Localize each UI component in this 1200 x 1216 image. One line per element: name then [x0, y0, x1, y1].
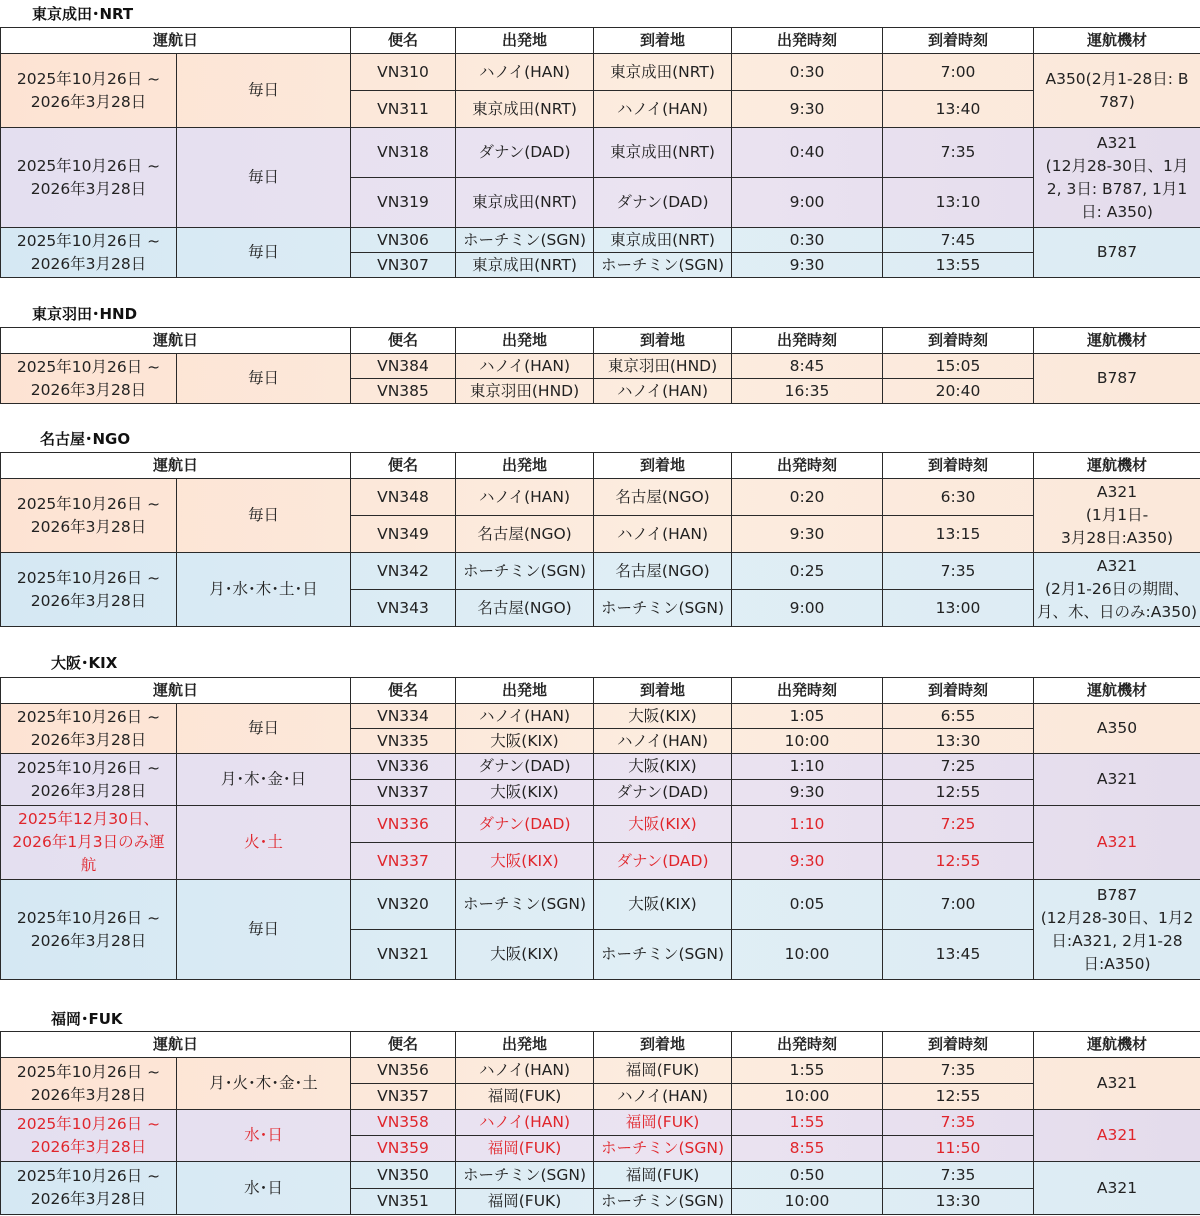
departure-airport: ダナン(DAD) [456, 754, 594, 780]
column-header: 運航機材 [1034, 28, 1200, 54]
column-header: 出発地 [456, 453, 594, 479]
column-header: 到着地 [594, 28, 732, 54]
departure-airport: 東京成田(NRT) [456, 178, 594, 228]
operation-period: 2025年10月26日 ~ 2026年3月28日 [1, 479, 177, 553]
flight-row [1, 128, 1200, 178]
arrival-airport: ダナン(DAD) [594, 780, 732, 806]
operation-period: 2025年12月30日、 2026年1月3日のみ運 航 [1, 806, 177, 880]
departure-time: 0:30 [732, 54, 883, 91]
aircraft-type: A321 [1034, 1162, 1200, 1215]
arrival-time: 7:35 [883, 1110, 1034, 1136]
operation-days: 水･日 [177, 1162, 351, 1215]
flight-number: VN337 [351, 780, 456, 806]
timetable [0, 452, 1200, 627]
aircraft-type: A321 [1034, 1058, 1200, 1110]
arrival-airport: 東京羽田(HND) [594, 354, 732, 379]
arrival-time: 7:35 [883, 1162, 1034, 1189]
departure-time: 10:00 [732, 1189, 883, 1215]
arrival-airport: 福岡(FUK) [594, 1162, 732, 1189]
operation-days: 毎日 [177, 54, 351, 128]
section-title: 福岡･FUK [51, 1010, 123, 1028]
flight-number: VN358 [351, 1110, 456, 1136]
arrival-airport: ホーチミン(SGN) [594, 930, 732, 980]
departure-time: 0:05 [732, 880, 883, 930]
departure-time: 1:55 [732, 1058, 883, 1084]
departure-time: 9:30 [732, 780, 883, 806]
departure-time: 0:25 [732, 553, 883, 590]
departure-airport: 大阪(KIX) [456, 780, 594, 806]
column-header: 到着時刻 [883, 328, 1034, 354]
arrival-time: 6:30 [883, 479, 1034, 516]
departure-airport: 東京成田(NRT) [456, 253, 594, 278]
operation-period: 2025年10月26日 ~ 2026年3月28日 [1, 354, 177, 404]
operation-days: 毎日 [177, 880, 351, 980]
arrival-time: 12:55 [883, 843, 1034, 880]
column-header: 到着地 [594, 328, 732, 354]
flight-number: VN334 [351, 704, 456, 729]
arrival-time: 13:15 [883, 516, 1034, 553]
departure-airport: ハノイ(HAN) [456, 1058, 594, 1084]
column-header: 運航日 [1, 1032, 351, 1058]
arrival-airport: 東京成田(NRT) [594, 228, 732, 253]
flight-number: VN321 [351, 930, 456, 980]
aircraft-type: A350 [1034, 704, 1200, 754]
timetable [0, 327, 1200, 404]
arrival-time: 7:25 [883, 754, 1034, 780]
departure-airport: 東京羽田(HND) [456, 379, 594, 404]
section-title: 大阪･KIX [51, 654, 118, 672]
arrival-airport: 福岡(FUK) [594, 1110, 732, 1136]
departure-airport: ダナン(DAD) [456, 806, 594, 843]
section-title: 名古屋･NGO [40, 430, 131, 448]
departure-time: 9:30 [732, 253, 883, 278]
flight-number: VN335 [351, 729, 456, 754]
column-header: 出発地 [456, 328, 594, 354]
operation-days: 月･木･金･日 [177, 754, 351, 806]
departure-airport: 大阪(KIX) [456, 843, 594, 880]
flight-row [1, 806, 1200, 843]
departure-airport: ホーチミン(SGN) [456, 228, 594, 253]
column-header: 運航日 [1, 678, 351, 704]
operation-days: 毎日 [177, 128, 351, 228]
arrival-airport: ハノイ(HAN) [594, 729, 732, 754]
departure-time: 10:00 [732, 729, 883, 754]
operation-period: 2025年10月26日 ~ 2026年3月28日 [1, 1058, 177, 1110]
arrival-time: 12:55 [883, 780, 1034, 806]
arrival-airport: ハノイ(HAN) [594, 379, 732, 404]
arrival-time: 13:30 [883, 729, 1034, 754]
aircraft-type: B787 (12月28-30日、1月2 日:A321, 2月1-28 日:A350) [1034, 880, 1200, 980]
column-header: 出発時刻 [732, 328, 883, 354]
column-header: 出発時刻 [732, 1032, 883, 1058]
departure-airport: ハノイ(HAN) [456, 479, 594, 516]
column-header: 運航日 [1, 453, 351, 479]
flight-row [1, 704, 1200, 729]
flight-row [1, 228, 1200, 253]
arrival-time: 7:35 [883, 553, 1034, 590]
arrival-airport: 福岡(FUK) [594, 1058, 732, 1084]
operation-days: 毎日 [177, 228, 351, 278]
timetable [0, 27, 1200, 278]
operation-period: 2025年10月26日 ~ 2026年3月28日 [1, 880, 177, 980]
flight-number: VN359 [351, 1136, 456, 1162]
aircraft-type: A321 (2月1-26日の期間、 月、木、日のみ:A350) [1034, 553, 1200, 627]
flight-number: VN318 [351, 128, 456, 178]
flight-number: VN348 [351, 479, 456, 516]
flight-number: VN385 [351, 379, 456, 404]
column-header: 到着地 [594, 1032, 732, 1058]
flight-number: VN311 [351, 91, 456, 128]
column-header: 運航機材 [1034, 328, 1200, 354]
flight-number: VN336 [351, 806, 456, 843]
operation-period: 2025年10月26日 ~ 2026年3月28日 [1, 553, 177, 627]
arrival-time: 7:00 [883, 880, 1034, 930]
departure-airport: 福岡(FUK) [456, 1084, 594, 1110]
column-header: 出発時刻 [732, 453, 883, 479]
flight-number: VN306 [351, 228, 456, 253]
departure-time: 1:10 [732, 754, 883, 780]
flight-row [1, 479, 1200, 516]
operation-days: 毎日 [177, 479, 351, 553]
arrival-time: 6:55 [883, 704, 1034, 729]
operation-period: 2025年10月26日 ~ 2026年3月28日 [1, 1162, 177, 1215]
arrival-time: 11:50 [883, 1136, 1034, 1162]
aircraft-type: B787 [1034, 354, 1200, 404]
departure-airport: 大阪(KIX) [456, 729, 594, 754]
departure-time: 0:20 [732, 479, 883, 516]
aircraft-type: A321 [1034, 806, 1200, 880]
departure-airport: 福岡(FUK) [456, 1189, 594, 1215]
arrival-airport: 名古屋(NGO) [594, 553, 732, 590]
timetable [0, 677, 1200, 980]
departure-time: 9:00 [732, 590, 883, 627]
departure-airport: 福岡(FUK) [456, 1136, 594, 1162]
column-header: 到着地 [594, 678, 732, 704]
flight-number: VN336 [351, 754, 456, 780]
aircraft-type: B787 [1034, 228, 1200, 278]
arrival-time: 7:25 [883, 806, 1034, 843]
departure-airport: 名古屋(NGO) [456, 516, 594, 553]
arrival-time: 15:05 [883, 354, 1034, 379]
arrival-airport: 大阪(KIX) [594, 880, 732, 930]
aircraft-type: A350(2月1-28日: B 787) [1034, 54, 1200, 128]
departure-time: 9:30 [732, 516, 883, 553]
operation-period: 2025年10月26日 ~ 2026年3月28日 [1, 754, 177, 806]
departure-airport: ハノイ(HAN) [456, 354, 594, 379]
flight-row [1, 54, 1200, 91]
arrival-time: 7:00 [883, 54, 1034, 91]
flight-number: VN307 [351, 253, 456, 278]
arrival-time: 13:40 [883, 91, 1034, 128]
arrival-airport: ホーチミン(SGN) [594, 590, 732, 627]
column-header: 便名 [351, 328, 456, 354]
flight-row [1, 1058, 1200, 1084]
arrival-airport: ダナン(DAD) [594, 178, 732, 228]
departure-time: 0:30 [732, 228, 883, 253]
operation-days: 毎日 [177, 704, 351, 754]
aircraft-type: A321 [1034, 754, 1200, 806]
flight-row [1, 553, 1200, 590]
flight-number: VN320 [351, 880, 456, 930]
departure-airport: ハノイ(HAN) [456, 704, 594, 729]
departure-airport: 大阪(KIX) [456, 930, 594, 980]
departure-time: 10:00 [732, 930, 883, 980]
section-title: 東京成田･NRT [32, 5, 134, 23]
header-row [1, 1032, 1200, 1058]
flight-row [1, 1162, 1200, 1189]
departure-time: 0:40 [732, 128, 883, 178]
arrival-time: 7:35 [883, 128, 1034, 178]
flight-row [1, 880, 1200, 930]
arrival-airport: 大阪(KIX) [594, 806, 732, 843]
flight-number: VN350 [351, 1162, 456, 1189]
arrival-time: 13:00 [883, 590, 1034, 627]
column-header: 便名 [351, 28, 456, 54]
aircraft-type: A321 [1034, 1110, 1200, 1162]
flight-number: VN319 [351, 178, 456, 228]
arrival-time: 7:45 [883, 228, 1034, 253]
arrival-airport: ハノイ(HAN) [594, 516, 732, 553]
flight-number: VN357 [351, 1084, 456, 1110]
header-row [1, 328, 1200, 354]
header-row [1, 28, 1200, 54]
departure-time: 1:55 [732, 1110, 883, 1136]
operation-days: 火･土 [177, 806, 351, 880]
arrival-time: 13:45 [883, 930, 1034, 980]
flight-number: VN337 [351, 843, 456, 880]
flight-number: VN384 [351, 354, 456, 379]
arrival-airport: 大阪(KIX) [594, 754, 732, 780]
flight-number: VN351 [351, 1189, 456, 1215]
flight-row [1, 754, 1200, 780]
arrival-time: 12:55 [883, 1084, 1034, 1110]
arrival-time: 13:30 [883, 1189, 1034, 1215]
flight-row [1, 354, 1200, 379]
column-header: 運航機材 [1034, 678, 1200, 704]
section-title: 東京羽田･HND [32, 305, 138, 323]
arrival-time: 20:40 [883, 379, 1034, 404]
arrival-airport: ホーチミン(SGN) [594, 1136, 732, 1162]
arrival-airport: ホーチミン(SGN) [594, 1189, 732, 1215]
arrival-time: 13:55 [883, 253, 1034, 278]
column-header: 到着時刻 [883, 453, 1034, 479]
departure-airport: ホーチミン(SGN) [456, 553, 594, 590]
departure-airport: ホーチミン(SGN) [456, 1162, 594, 1189]
departure-time: 9:30 [732, 91, 883, 128]
departure-time: 9:00 [732, 178, 883, 228]
arrival-airport: 東京成田(NRT) [594, 128, 732, 178]
timetable [0, 1031, 1200, 1215]
departure-airport: 東京成田(NRT) [456, 91, 594, 128]
column-header: 出発地 [456, 28, 594, 54]
departure-airport: ダナン(DAD) [456, 128, 594, 178]
column-header: 出発時刻 [732, 28, 883, 54]
column-header: 運航機材 [1034, 453, 1200, 479]
operation-days: 水･日 [177, 1110, 351, 1162]
departure-time: 0:50 [732, 1162, 883, 1189]
departure-time: 10:00 [732, 1084, 883, 1110]
column-header: 便名 [351, 453, 456, 479]
arrival-airport: ハノイ(HAN) [594, 1084, 732, 1110]
operation-period: 2025年10月26日 ~ 2026年3月28日 [1, 128, 177, 228]
column-header: 便名 [351, 1032, 456, 1058]
departure-time: 1:10 [732, 806, 883, 843]
column-header: 到着時刻 [883, 28, 1034, 54]
column-header: 出発地 [456, 1032, 594, 1058]
operation-period: 2025年10月26日 ~ 2026年3月28日 [1, 704, 177, 754]
operation-days: 毎日 [177, 354, 351, 404]
column-header: 出発時刻 [732, 678, 883, 704]
departure-time: 1:05 [732, 704, 883, 729]
arrival-airport: ハノイ(HAN) [594, 91, 732, 128]
header-row [1, 453, 1200, 479]
arrival-time: 13:10 [883, 178, 1034, 228]
aircraft-type: A321 (1月1日- 3月28日:A350) [1034, 479, 1200, 553]
header-row [1, 678, 1200, 704]
arrival-airport: 大阪(KIX) [594, 704, 732, 729]
arrival-airport: 名古屋(NGO) [594, 479, 732, 516]
column-header: 出発地 [456, 678, 594, 704]
departure-airport: ハノイ(HAN) [456, 1110, 594, 1136]
arrival-time: 7:35 [883, 1058, 1034, 1084]
column-header: 運航日 [1, 28, 351, 54]
flight-row [1, 1110, 1200, 1136]
flight-number: VN310 [351, 54, 456, 91]
operation-period: 2025年10月26日 ~ 2026年3月28日 [1, 1110, 177, 1162]
operation-period: 2025年10月26日 ~ 2026年3月28日 [1, 228, 177, 278]
column-header: 運航日 [1, 328, 351, 354]
column-header: 到着時刻 [883, 678, 1034, 704]
column-header: 到着時刻 [883, 1032, 1034, 1058]
operation-days: 月･水･木･土･日 [177, 553, 351, 627]
departure-time: 8:45 [732, 354, 883, 379]
arrival-airport: ホーチミン(SGN) [594, 253, 732, 278]
flight-number: VN349 [351, 516, 456, 553]
departure-time: 8:55 [732, 1136, 883, 1162]
column-header: 到着地 [594, 453, 732, 479]
departure-airport: ホーチミン(SGN) [456, 880, 594, 930]
operation-period: 2025年10月26日 ~ 2026年3月28日 [1, 54, 177, 128]
departure-airport: 名古屋(NGO) [456, 590, 594, 627]
departure-time: 16:35 [732, 379, 883, 404]
flight-number: VN356 [351, 1058, 456, 1084]
column-header: 便名 [351, 678, 456, 704]
departure-airport: ハノイ(HAN) [456, 54, 594, 91]
aircraft-type: A321 (12月28-30日、1月 2, 3日: B787, 1月1 日: A350) [1034, 128, 1200, 228]
arrival-airport: ダナン(DAD) [594, 843, 732, 880]
flight-number: VN342 [351, 553, 456, 590]
operation-days: 月･火･木･金･土 [177, 1058, 351, 1110]
column-header: 運航機材 [1034, 1032, 1200, 1058]
flight-number: VN343 [351, 590, 456, 627]
arrival-airport: 東京成田(NRT) [594, 54, 732, 91]
departure-time: 9:30 [732, 843, 883, 880]
